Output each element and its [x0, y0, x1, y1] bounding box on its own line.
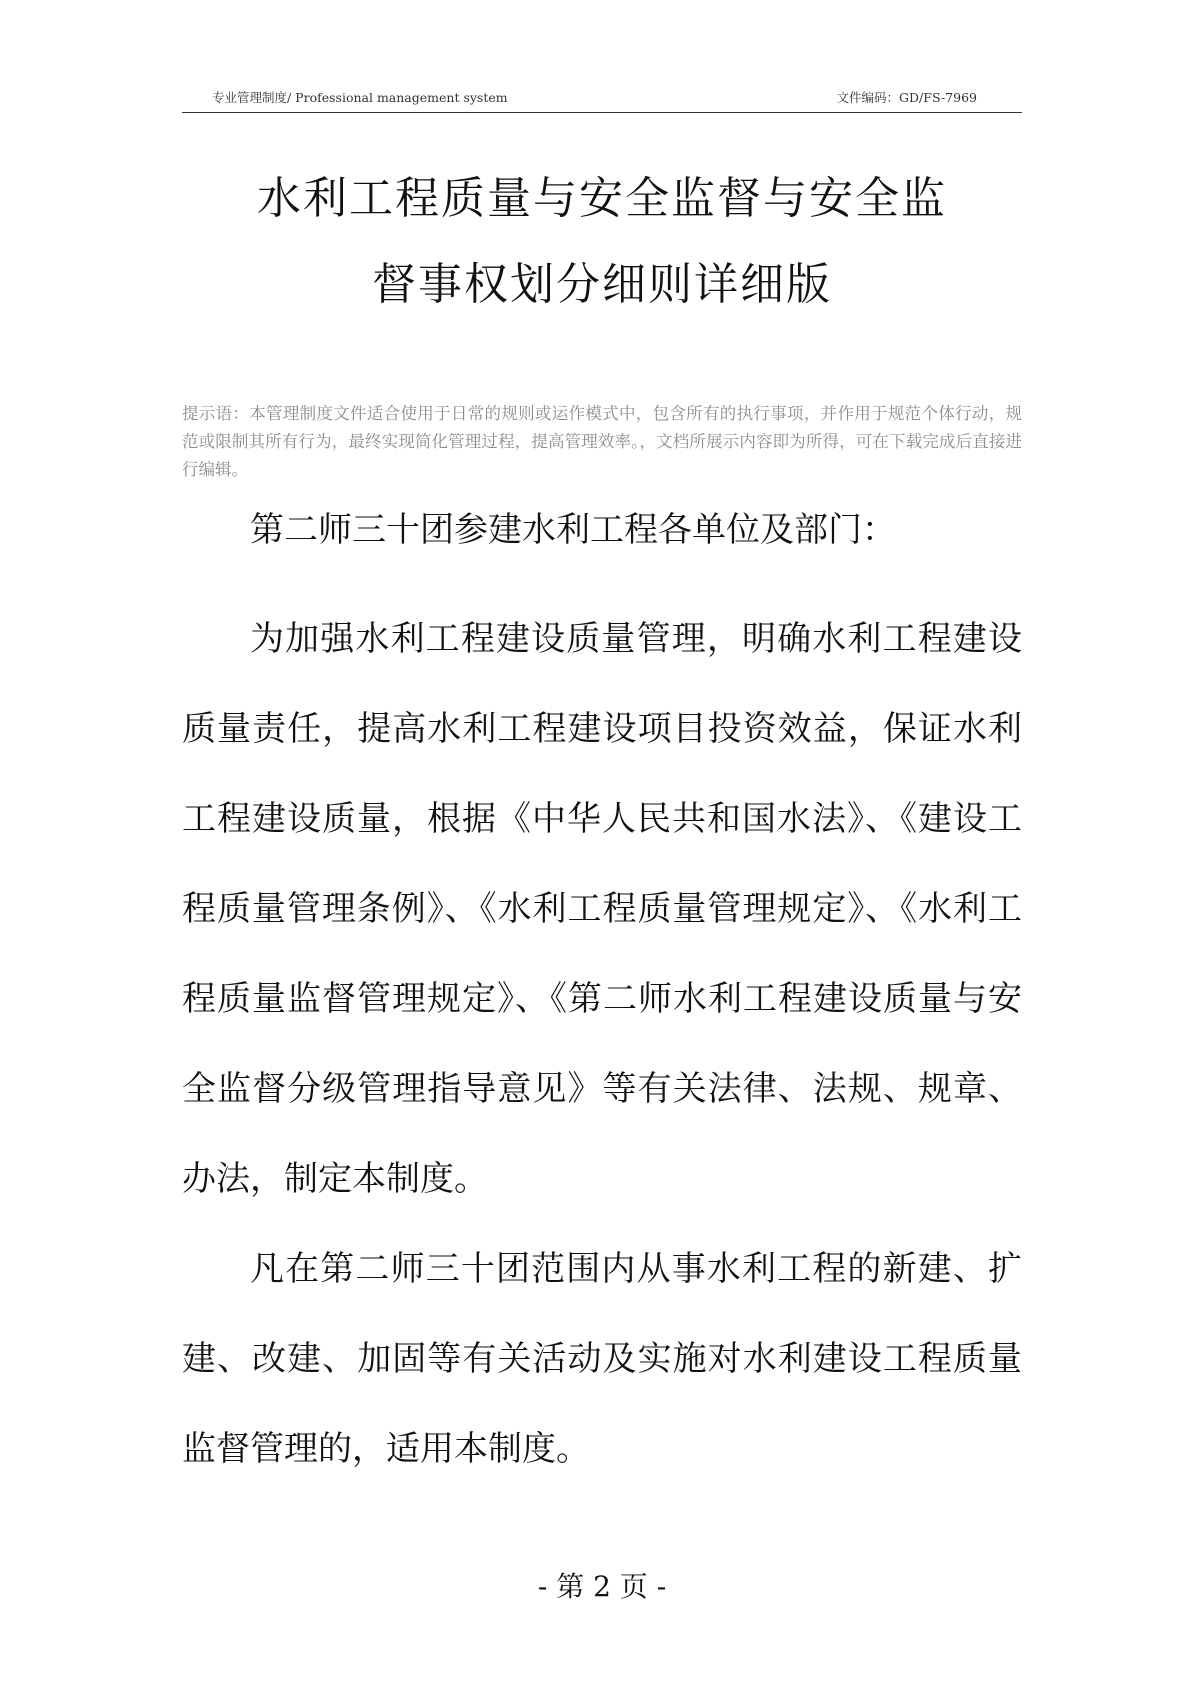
hint-text: 提示语：本管理制度文件适合使用于日常的规则或运作模式中，包含所有的执行事项，并作用于规范个体行动，规范或限制其所有行为，最终实现简化管理过程，提高管理效率。，文档所展示内容即为所得，可在下载完成后直接进行编辑。	[182, 404, 1022, 479]
title-line-1: 水利工程质量与安全监督与安全监	[257, 173, 947, 224]
salutation: 第二师三十团参建水利工程各单位及部门：	[250, 510, 896, 550]
page-number: - 第 2 页 -	[537, 1570, 667, 1603]
title-line-2: 督事权划分细则详细版	[372, 259, 832, 310]
paragraph-2: 凡在第二师三十团范围内从事水利工程的新建、扩建、改建、加固等有关活动及实施对水利建设工程质量监督管理的，适用本制度。	[182, 1249, 1022, 1469]
page-header	[182, 84, 1022, 113]
header-left-text: 专业管理制度/ Professional management system	[212, 90, 508, 105]
document-code: 文件编码：GD/FS-7969	[836, 90, 977, 105]
paragraph-1: 为加强水利工程建设质量管理，明确水利工程建设质量责任，提高水利工程建设项目投资效益，保证水利工程建设质量，根据《中华人民共和国水法》、《建设工程质量管理条例》、《水利工程质量管理规定》、《水利工程质量监督管理规定》、《第二师水利工程建设质量与安全监督分级管理指导意见》等有关法律、法规、规章、办法，制定本制度。	[182, 619, 1022, 1199]
